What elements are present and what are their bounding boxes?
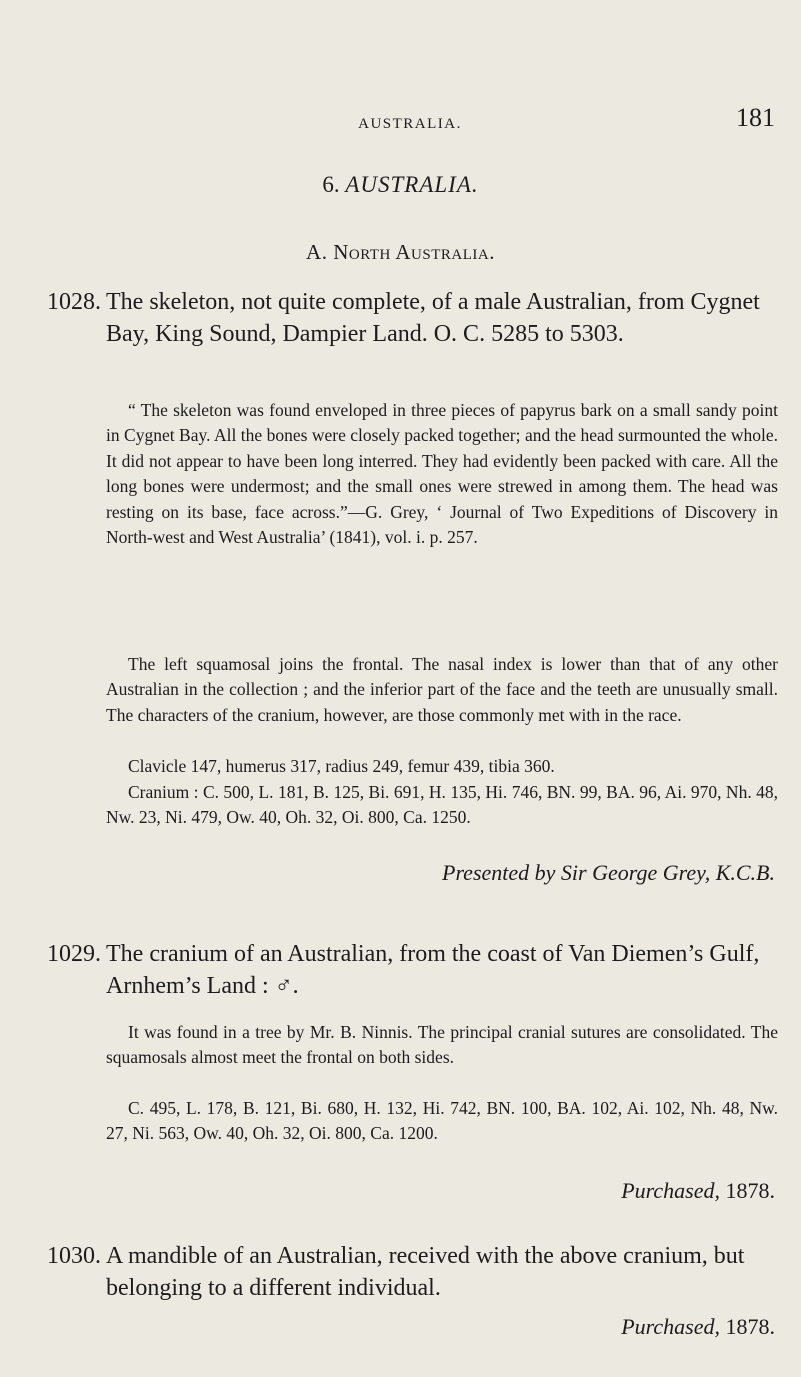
entry-description: It was found in a tree by Mr. B. Ninnis. The principal cranial sutures are consolidated. The squamosals almost meet the frontal on both sides. <box>106 1022 778 1068</box>
entry-number: 1029. <box>47 941 101 967</box>
subsection-title: A. North Australia. <box>306 240 495 264</box>
entry-attribution: Presented by Sir George Grey, K.C.B. <box>442 860 775 885</box>
entry-measurements-cranium: Cranium : C. 500, L. 181, B. 125, Bi. 691, H. 135, Hi. 746, BN. 99, BA. 96, Ai. 970, Nh. 48, Nw. 23, Ni. 479, Ow. 40, Oh. 32, Oi. 800, Ca. 1250. <box>106 782 778 828</box>
entry-number: 1028. <box>47 289 101 315</box>
running-head: AUSTRALIA. <box>358 116 462 132</box>
entry-measurements-cranium: C. 495, L. 178, B. 121, Bi. 680, H. 132, Hi. 742, BN. 100, BA. 102, Ai. 102, Nh. 48, Nw. 27, Ni. 563, Ow. 40, Oh. 32, Oi. 800, Ca. 1200. <box>106 1098 778 1144</box>
entry-number: 1030. <box>47 1243 101 1269</box>
section-name: AUSTRALIA. <box>345 172 479 197</box>
attribution-year: 1878. <box>725 1314 775 1339</box>
attribution-label: Purchased, <box>621 1178 720 1203</box>
attribution-label: Purchased, <box>621 1314 720 1339</box>
section-title <box>0 172 801 198</box>
entry-heading: A mandible of an Australian, received with the above cranium, but belonging to a different individual. <box>106 1243 745 1301</box>
section-number: 6. <box>322 172 340 197</box>
entry-description: The left squamosal joins the frontal. The nasal index is lower than that of any other Australian in the collection ; and the inferior part of the face and the teeth are unusually small. The characters of the cranium, however, are those commonly met with in the race. <box>106 654 778 725</box>
entry-quote: “ The skeleton was found enveloped in three pieces of papyrus bark on a small sandy point in Cygnet Bay. All the bones were closely packed together; and the head surmounted the whole. It did not appear to have been long interred. They had evidently been packed with care. All the long bones were undermost; and the small ones were strewed in among them. The head was resting on its base, face across.”—G. Grey, ‘ Journal of Two Expeditions of Discovery in North-west and West Australia’ (1841), vol. i. p. 257. <box>106 400 778 548</box>
attribution-year: 1878. <box>725 1178 775 1203</box>
entry-attribution <box>621 1314 775 1340</box>
entry-heading: The skeleton, not quite complete, of a male Australian, from Cygnet Bay, King Sound, Dampier Land. O. C. 5285 to 5303. <box>106 289 760 347</box>
page-number: 181 <box>736 103 775 132</box>
entry-attribution <box>621 1178 775 1204</box>
entry-heading: The cranium of an Australian, from the coast of Van Diemen’s Gulf, Arnhem’s Land : ♂. <box>106 941 760 999</box>
entry-measurements-bones: Clavicle 147, humerus 317, radius 249, femur 439, tibia 360. <box>128 756 555 776</box>
